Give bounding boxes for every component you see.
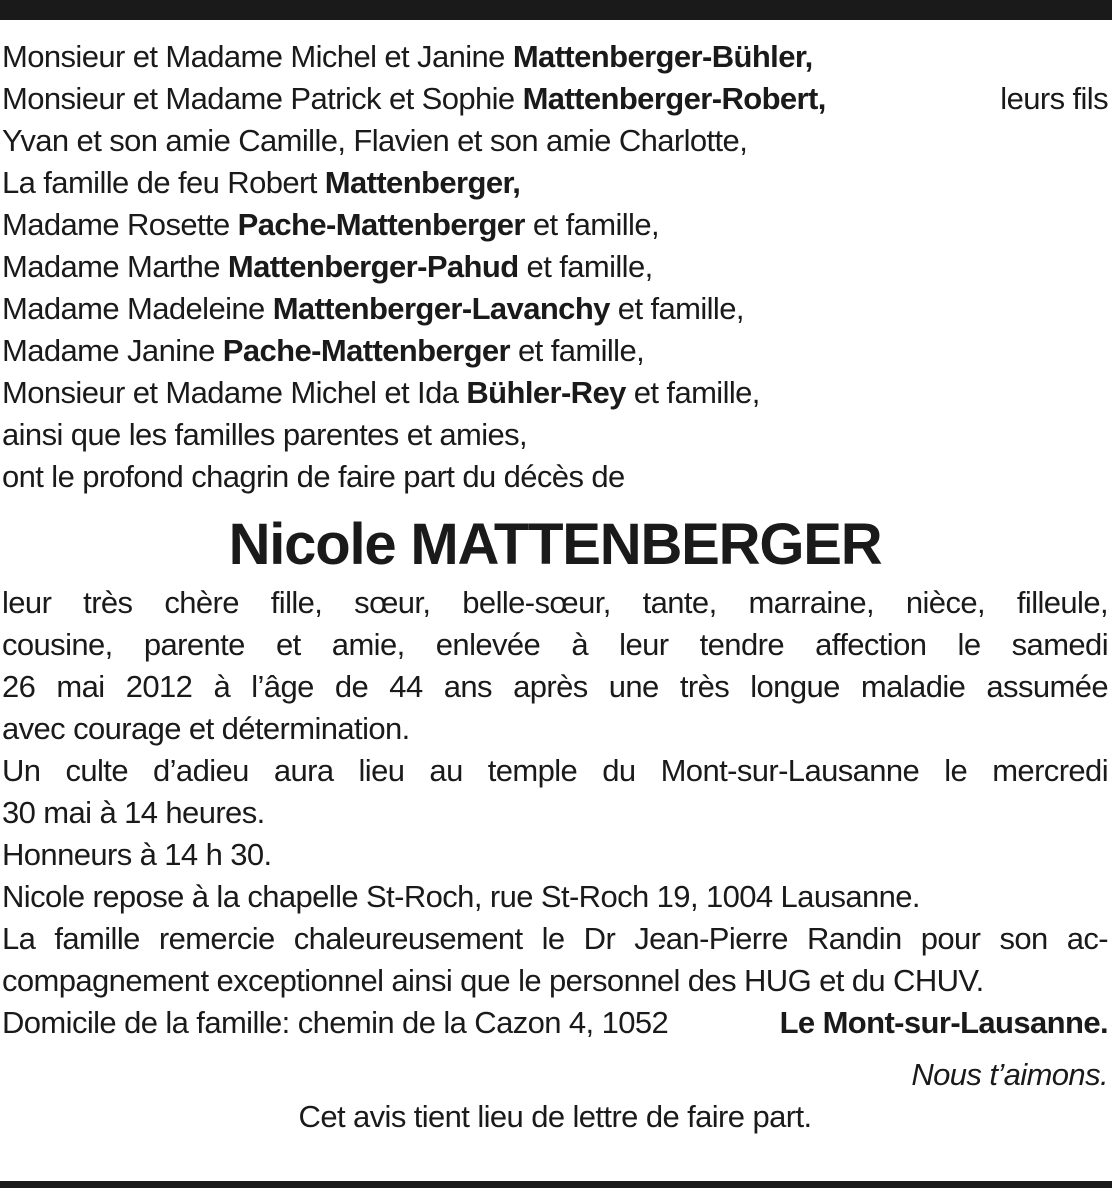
family-line-10: ainsi que les familles parentes et amies, bbox=[2, 417, 528, 452]
thanks-line-2: compagnement exceptionnel ainsi que le personnel des HUG et du CHUV. bbox=[2, 963, 984, 998]
family-name: Mattenberger-Pahud bbox=[227, 249, 519, 284]
honours-line: Honneurs à 14 h 30. bbox=[2, 837, 272, 872]
service-line-2: 30 mai à 14 heures. bbox=[2, 795, 265, 830]
relation-line-2: cousine, parente et amie, enlevée à leur tendre affection le samedi bbox=[2, 627, 1108, 662]
bottom-rule bbox=[0, 1181, 1112, 1188]
family-line-7: Madame Madeleine Mattenberger-Lavanchy et famille, bbox=[2, 291, 744, 326]
family-name: Mattenberger-Lavanchy bbox=[272, 291, 610, 326]
relation-line-4: avec courage et détermination. bbox=[2, 711, 410, 746]
relation-line-1: leur très chère fille, sœur, belle-sœur, tante, marraine, nièce, filleule, bbox=[2, 585, 1108, 620]
family-list bbox=[2, 36, 1108, 498]
family-line-1: Monsieur et Madame Michel et Janine Mattenberger-Bühler, bbox=[2, 39, 813, 74]
service-line-1: Un culte d’adieu aura lieu au temple du Mont-sur-Lausanne le mercredi bbox=[2, 753, 1108, 788]
family-name: Mattenberger-Bühler, bbox=[512, 39, 813, 74]
notice-line: Cet avis tient lieu de lettre de faire part. bbox=[298, 1099, 812, 1134]
family-name: Pache-Mattenberger bbox=[222, 333, 511, 368]
relation-line-3: 26 mai 2012 à l’âge de 44 ans après une très longue maladie assumée bbox=[2, 669, 1108, 704]
notice-body bbox=[2, 582, 1108, 1044]
family-name: Pache-Mattenberger bbox=[237, 207, 525, 242]
top-rule bbox=[0, 0, 1112, 20]
domicile-town: Le Mont-sur-Lausanne. bbox=[779, 1005, 1108, 1040]
family-line-2: Monsieur et Madame Patrick et Sophie Mattenberger-Robert, leurs fils bbox=[2, 81, 1108, 116]
closing-quote: Nous t’aimons. bbox=[911, 1057, 1108, 1092]
thanks-line-1: La famille remercie chaleureusement le Dr Jean-Pierre Randin pour son ac- bbox=[2, 921, 1108, 956]
family-line-3: Yvan et son amie Camille, Flavien et son amie Charlotte, bbox=[2, 123, 748, 158]
deceased-name: Nicole MATTENBERGER bbox=[228, 512, 882, 577]
family-name: Bühler-Rey bbox=[466, 375, 626, 410]
domicile-line: Domicile de la famille: chemin de la Cazon 4, 1052 Le Mont-sur-Lausanne. bbox=[2, 1002, 1108, 1044]
rests-line: Nicole repose à la chapelle St-Roch, rue St-Roch 19, 1004 Lausanne. bbox=[2, 879, 920, 914]
obituary-notice bbox=[2, 36, 1108, 1138]
family-line-6: Madame Marthe Mattenberger-Pahud et famille, bbox=[2, 249, 653, 284]
family-line-11: ont le profond chagrin de faire part du décès de bbox=[2, 459, 625, 494]
family-line-4: La famille de feu Robert Mattenberger, bbox=[2, 165, 521, 200]
family-line-9: Monsieur et Madame Michel et Ida Bühler-Rey et famille, bbox=[2, 375, 760, 410]
family-name: Mattenberger-Robert, bbox=[522, 81, 826, 116]
family-name: Mattenberger, bbox=[324, 165, 521, 200]
family-line-8: Madame Janine Pache-Mattenberger et famille, bbox=[2, 333, 645, 368]
family-line-5: Madame Rosette Pache-Mattenberger et famille, bbox=[2, 207, 659, 242]
